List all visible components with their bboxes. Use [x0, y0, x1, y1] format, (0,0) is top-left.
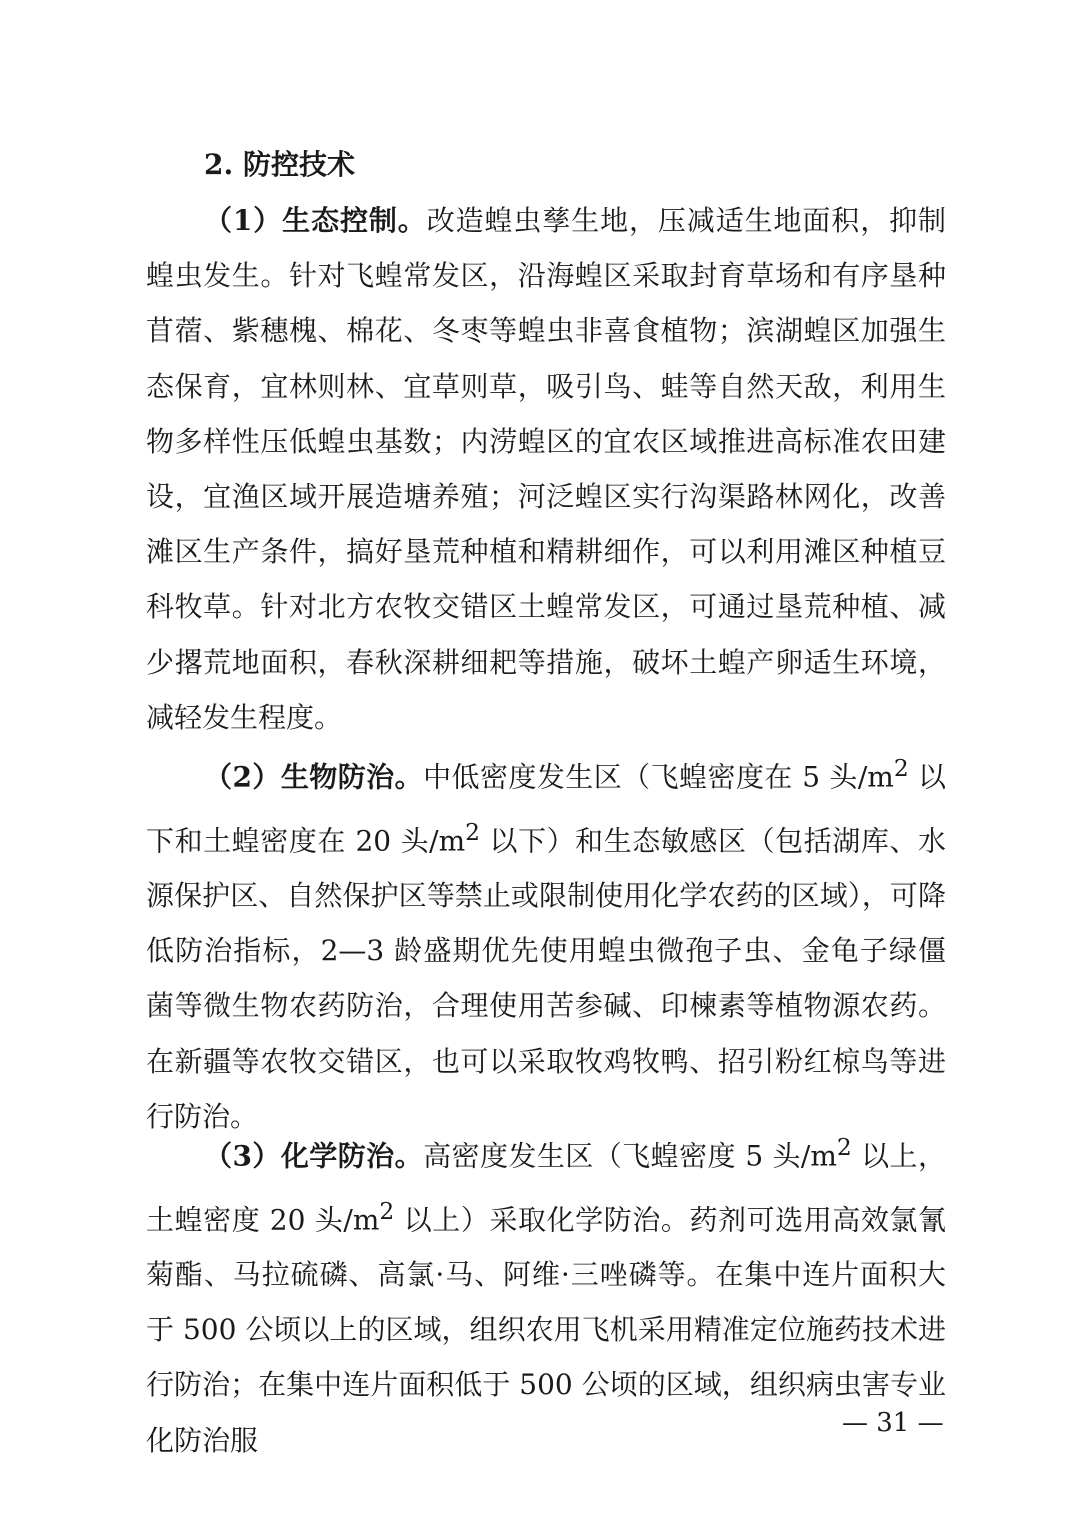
superscript-exponent: 2 [465, 817, 480, 846]
paragraph-text: 以上，土蝗密度 20 头/m [146, 1139, 947, 1236]
paragraph-text: 高密度发生区（飞蝗密度 5 头/m [423, 1139, 837, 1173]
superscript-exponent: 2 [893, 754, 909, 782]
paragraph-lead: （3）化学防治。 [204, 1139, 424, 1173]
paragraph-ecological-control [146, 193, 946, 745]
page-number: — 31 — [842, 1408, 944, 1438]
paragraph-text: 改造蝗虫孳生地，压减适生地面积，抑制蝗虫发生。针对飞蝗常发区，沿海蝗区采取封育草场和有序垦种苜蓿、紫穗槐、棉花、冬枣等蝗虫非喜食植物；滨湖蝗区加强生态保育，宜林则林、宜草则草，吸引鸟、蛙等自然天敌，利用生物多样性压低蝗虫基数；内涝蝗区的宜农区域推进高标准农田建设，宜渔区域开展造塘养殖；河泛蝗区实行沟渠路林网化，改善滩区生产条件，搞好垦荒种植和精耕细作，可以利用滩区种植豆科牧草。针对北方农牧交错区土蝗常发区，可通过垦荒种植、减少撂荒地面积，春秋深耕细耙等措施，破坏土蝗产卵适生环境，减轻发生程度。 [146, 204, 946, 734]
paragraph-text: 中低密度发生区（飞蝗密度在 5 头/m [423, 760, 894, 794]
paragraph-chemical-control [146, 1120, 946, 1468]
section-heading: 2. 防控技术 [204, 148, 355, 181]
superscript-exponent: 2 [379, 1196, 395, 1225]
paragraph-biological-control [146, 741, 946, 1144]
paragraph-lead: （1）生态控制。 [204, 204, 427, 237]
paragraph-lead: （2）生物防治。 [204, 760, 424, 794]
paragraph-text: 以上）采取化学防治。药剂可选用高效氯氰菊酯、马拉硫磷、高氯·马、阿维·三唑磷等。在集中连片面积大于 500 公顷以上的区域，组织农用飞机采用精准定位施药技术进行防治；在集中连片面积低于 500 公顷的区域，组织病虫害专业化防治服 [146, 1202, 947, 1457]
paragraph-text: 以下和土蝗密度在 20 头/m [146, 760, 947, 857]
superscript-exponent: 2 [836, 1133, 852, 1161]
paragraph-text: 以下）和生态敏感区（包括湖库、水源保护区、自然保护区等禁止或限制使用化学农药的区域），可降低防治指标，2—3 龄盛期优先使用蝗虫微孢子虫、金龟子绿僵菌等微生物农药防治，合理使用苦参碱、印楝素等植物源农药。在新疆等农牧交错区，也可以采取牧鸡牧鸭、招引粉红椋鸟等进行防治。 [146, 823, 946, 1133]
